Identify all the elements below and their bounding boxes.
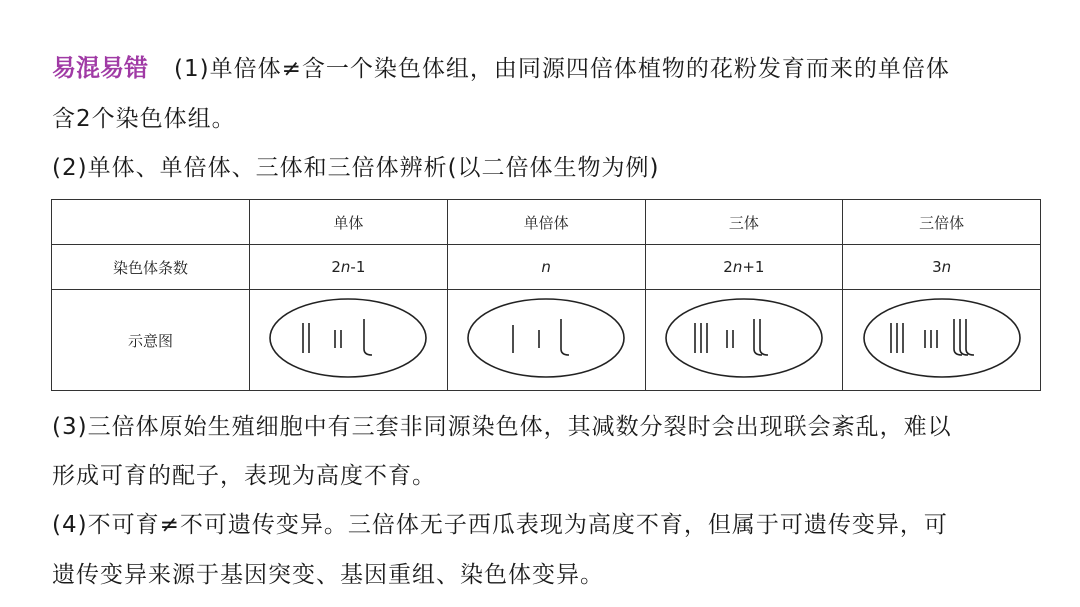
cell-diagram-haploid — [447, 290, 645, 391]
count-cell: 2n-1 — [250, 245, 448, 290]
cell-diagram-monosomy — [250, 290, 448, 391]
table-header: 三体 — [645, 200, 843, 245]
paragraph-4-cont: 遗传变异来源于基因突变、基因重组、染色体变异。 — [52, 562, 604, 588]
paragraph-1 — [52, 53, 950, 84]
row-label-count: 染色体条数 — [52, 245, 250, 290]
table-header: 单倍体 — [447, 200, 645, 245]
paragraph-3-cont: 形成可育的配子，表现为高度不育。 — [52, 463, 436, 489]
paragraph-4: (4)不可育≠不可遗传变异。三倍体无子西瓜表现为高度不育，但属于可遗传变异，可 — [52, 512, 948, 538]
paragraph-2: (2)单体、单倍体、三体和三倍体辨析(以二倍体生物为例) — [52, 155, 660, 181]
count-cell: 2n+1 — [645, 245, 843, 290]
cell-diagram-triploid — [843, 290, 1041, 391]
paragraph-3: (3)三倍体原始生殖细胞中有三套非同源染色体，其减数分裂时会出现联会紊乱，难以 — [52, 414, 952, 440]
paragraph-1-text: (1)单倍体≠含一个染色体组，由同源四倍体植物的花粉发育而来的单倍体 — [174, 56, 950, 82]
paragraph-1-cont: 含2个染色体组。 — [52, 106, 236, 132]
count-cell: 3n — [843, 245, 1041, 290]
table-header-empty — [52, 200, 250, 245]
cell-diagram-trisomy — [645, 290, 843, 391]
cell-chromosome-diagram — [659, 293, 829, 383]
table-header: 单体 — [250, 200, 448, 245]
cell-chromosome-diagram — [461, 293, 631, 383]
cell-chromosome-diagram — [263, 293, 433, 383]
comparison-table — [51, 199, 1041, 391]
cell-chromosome-diagram — [857, 293, 1027, 383]
table-header: 三倍体 — [843, 200, 1041, 245]
row-label-diagram: 示意图 — [52, 290, 250, 391]
tag-label: 易混易错 — [52, 54, 148, 82]
count-cell: n — [447, 245, 645, 290]
